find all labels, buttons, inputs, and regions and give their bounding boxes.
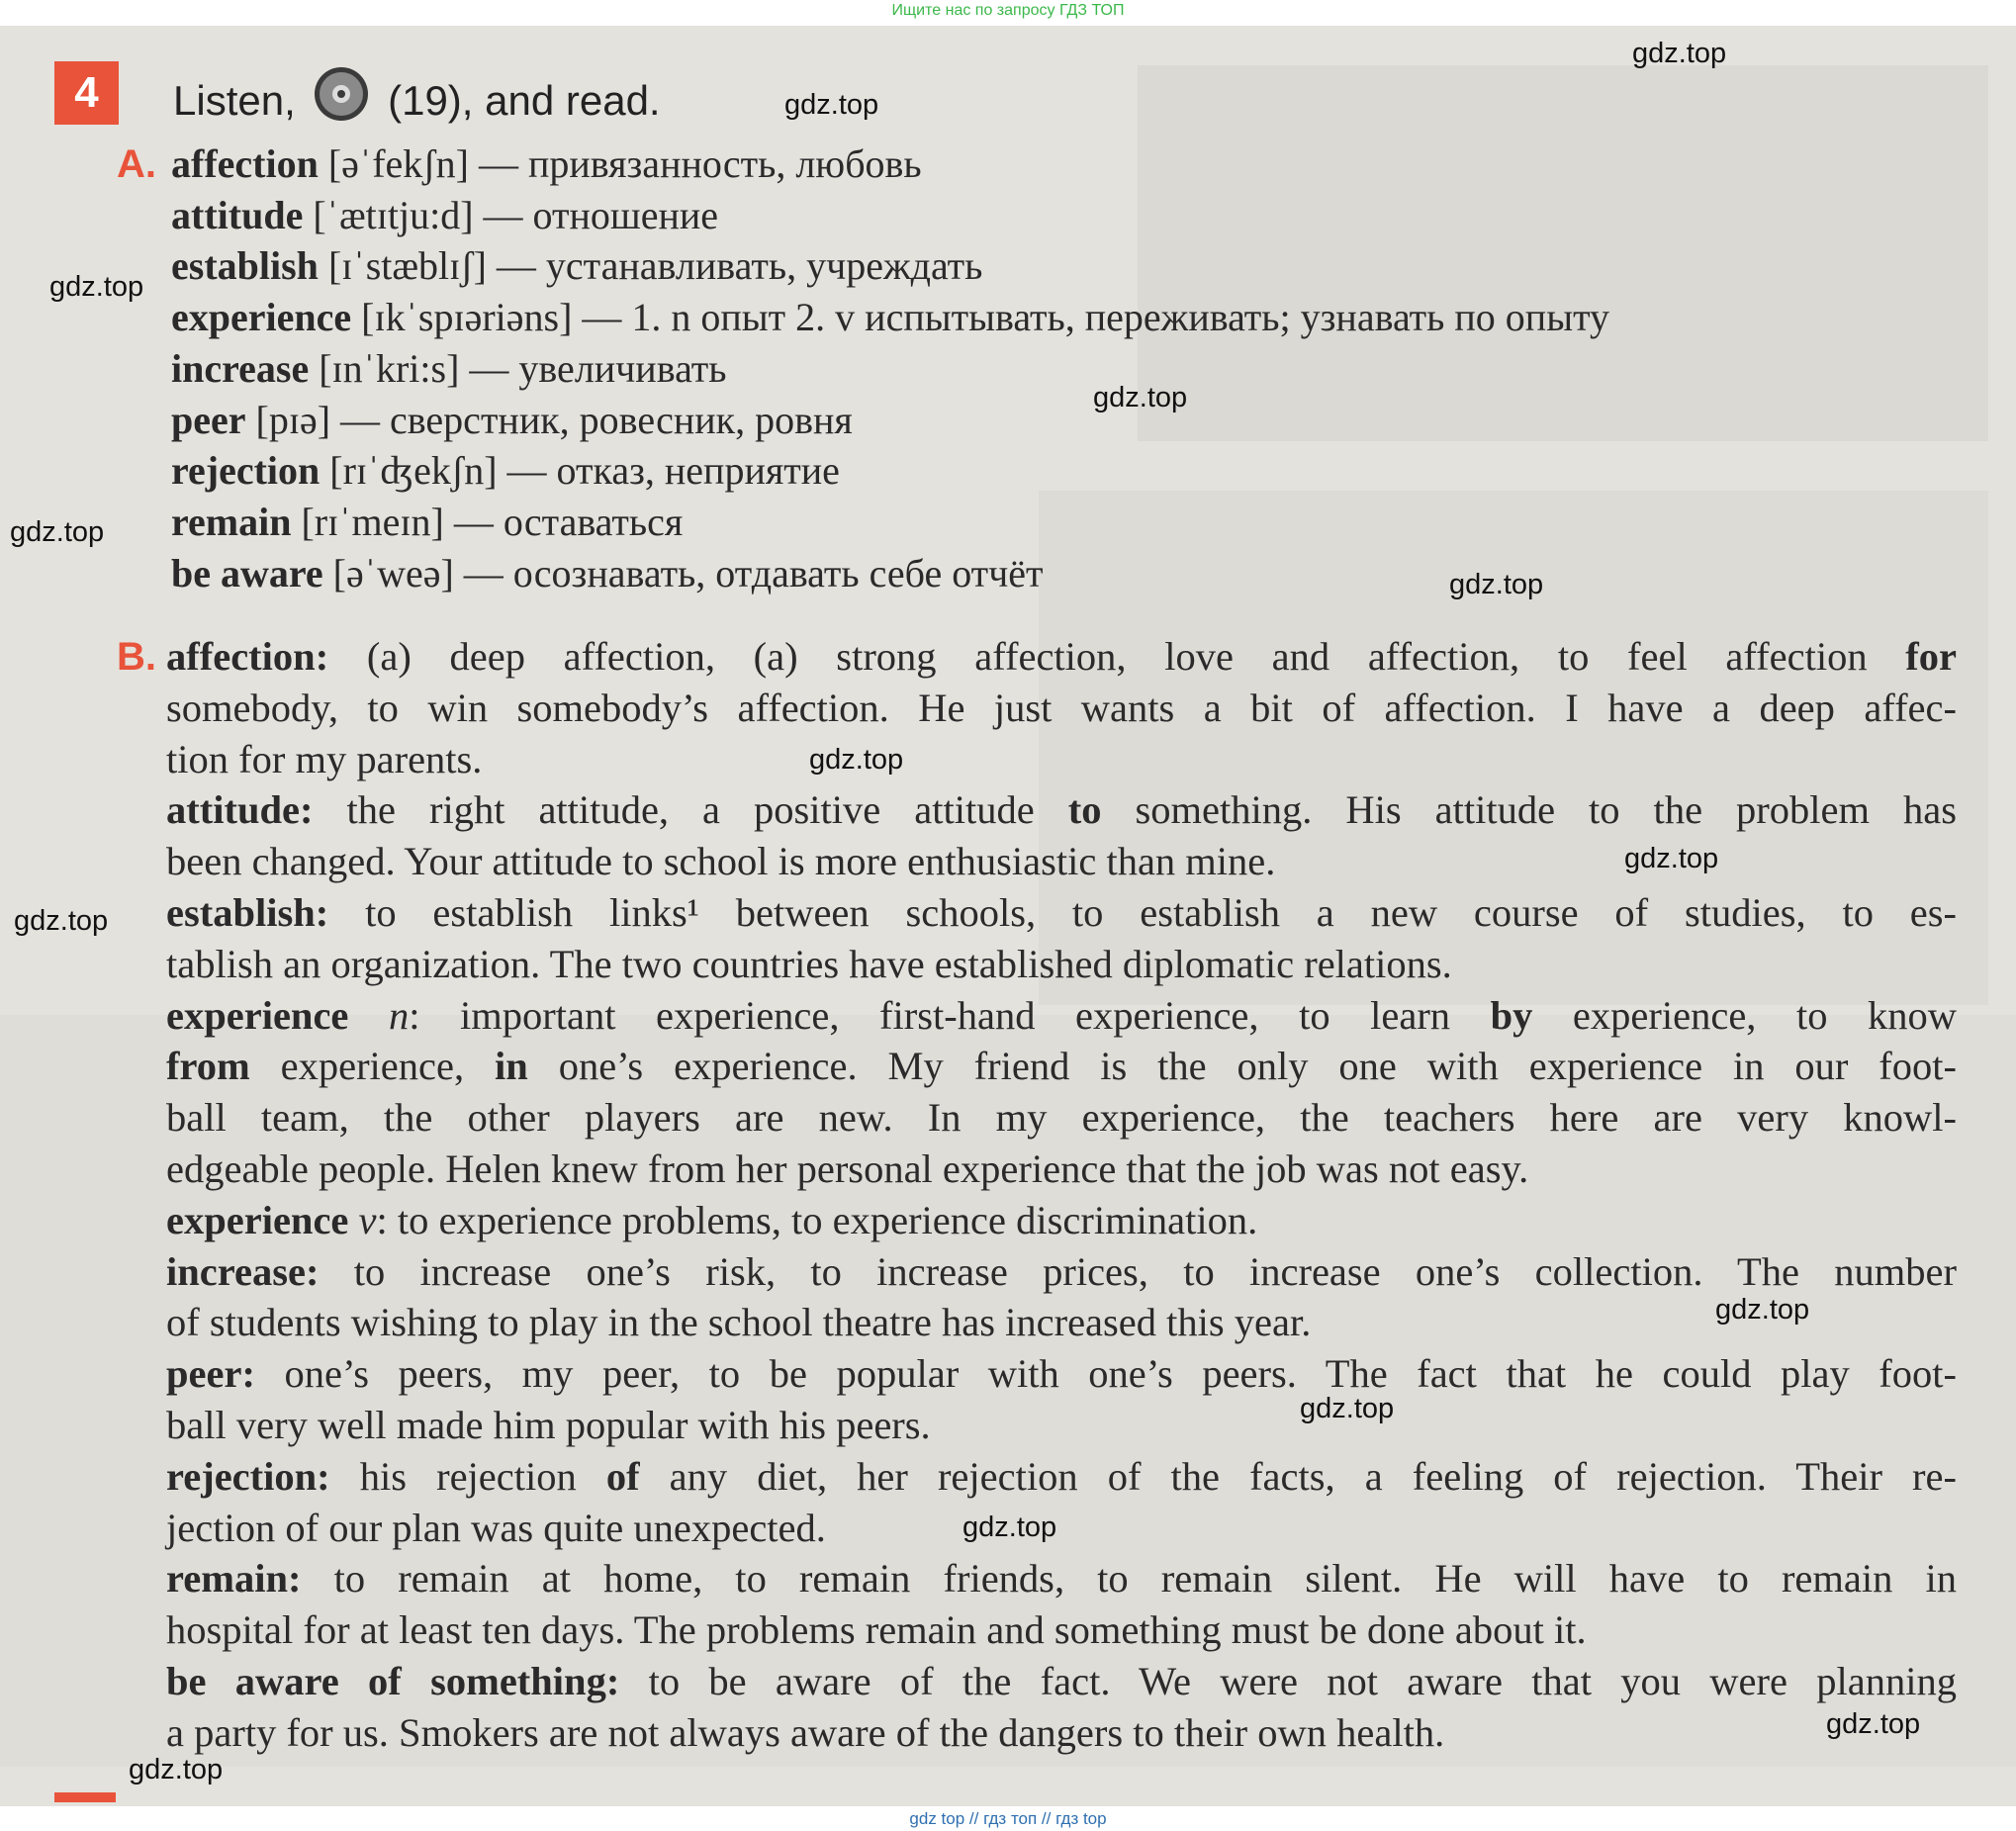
example-headword: increase: xyxy=(166,1248,320,1294)
example-headword: from xyxy=(166,1044,250,1089)
instruction-text-1: Listen, xyxy=(173,77,296,124)
example-text: to increase one’s risk, to increase prices, to increase one’s collection. The number xyxy=(319,1248,1957,1294)
example-text: one’s experience. My friend is the only one with experience in our foot- xyxy=(527,1044,1957,1089)
glossary-definition: [rɪˈʤekʃn] — отказ, неприятие xyxy=(320,448,840,494)
example-text: any diet, her rejection of the facts, a feeling of rejection. Their re- xyxy=(639,1453,1957,1499)
exercise-instruction xyxy=(173,65,661,137)
example-line xyxy=(166,990,1957,1042)
glossary-word: be aware xyxy=(171,550,323,595)
example-line xyxy=(166,734,1957,785)
example-text: (a) deep affection, (a) strong affection, love and affection, to feel affection xyxy=(328,634,1906,679)
glossary-entry xyxy=(171,395,1981,446)
example-line xyxy=(166,784,1957,836)
example-line xyxy=(166,1041,1957,1092)
examples-section xyxy=(166,631,1957,1759)
example-headword: remain: xyxy=(166,1556,302,1602)
glossary-definition: [əˈfekʃn] — привязанность, любовь xyxy=(318,141,922,186)
glossary-word: experience xyxy=(171,295,352,340)
glossary-word: increase xyxy=(171,345,310,391)
glossary-word: attitude xyxy=(171,192,304,237)
glossary-word: rejection xyxy=(171,448,321,494)
part-of-speech: v xyxy=(348,1197,377,1242)
watermark: gdz.top xyxy=(129,1754,224,1785)
page-tab-decor xyxy=(54,1792,116,1802)
glossary-definition: [ɪˈstæblɪʃ] — устанавливать, учреждать xyxy=(318,243,983,289)
example-line xyxy=(166,1348,1957,1400)
example-text: been changed. Your attitude to school is more enthusiastic than mine. xyxy=(166,839,1276,884)
glossary-entry xyxy=(171,138,1981,190)
example-text: : to experience problems, to experience discrimination. xyxy=(376,1197,1258,1242)
example-line xyxy=(166,1604,1957,1656)
example-line xyxy=(166,1656,1957,1707)
example-headword: rejection: xyxy=(166,1453,330,1499)
example-text: a party for us. Smokers are not always aware of the dangers to their own health. xyxy=(166,1709,1445,1755)
section-a-letter: A. xyxy=(117,142,156,186)
watermark: gdz.top xyxy=(1093,382,1188,413)
watermark: gdz.top xyxy=(49,271,144,303)
example-text: one’s peers, my peer, to be popular with one’s peers. The fact that he could play foot- xyxy=(254,1351,1957,1397)
section-b-letter: B. xyxy=(117,635,156,679)
glossary-definition: [rɪˈmeɪn] — оставаться xyxy=(291,499,684,544)
example-headword: experience xyxy=(166,1197,349,1242)
glossary-entry xyxy=(171,190,1981,241)
example-line xyxy=(166,1503,1957,1554)
example-headword: attitude: xyxy=(166,787,314,833)
example-text: hospital for at least ten days. The problems remain and something must be done about it. xyxy=(166,1607,1587,1653)
example-text: tablish an organization. The two countries have established diplomatic relations. xyxy=(166,941,1452,986)
example-text: : important experience, first-hand experience, to learn xyxy=(409,992,1491,1038)
glossary-definition: [pɪə] — сверстник, ровесник, ровня xyxy=(245,397,853,442)
example-line xyxy=(166,683,1957,734)
example-line xyxy=(166,1553,1957,1604)
example-line xyxy=(166,1400,1957,1451)
example-preposition: of xyxy=(605,1453,640,1499)
example-line xyxy=(166,1707,1957,1759)
example-line xyxy=(166,1092,1957,1144)
watermark: gdz.top xyxy=(1715,1294,1810,1326)
watermark: gdz.top xyxy=(784,89,879,121)
example-text: something. His attitude to the problem has xyxy=(1101,787,1957,833)
example-text: somebody, to win somebody’s affection. He just wants a bit of affection. I have a deep affec- xyxy=(166,685,1957,730)
glossary-word: remain xyxy=(171,499,292,544)
example-preposition: to xyxy=(1067,787,1102,833)
glossary-definition: [ɪkˈspɪəriəns] — 1. n опыт 2. v испытывать, переживать; узнавать по опыту xyxy=(351,295,1610,340)
example-text: jection of our plan was quite unexpected. xyxy=(166,1505,826,1550)
example-headword: experience xyxy=(166,992,349,1038)
example-preposition: by xyxy=(1490,992,1533,1038)
example-text: tion for my parents. xyxy=(166,736,483,781)
glossary-definition: [əˈweə] — осознавать, отдавать себе отчёт xyxy=(322,550,1044,595)
glossary-list xyxy=(171,138,1981,598)
example-text: his rejection xyxy=(329,1453,606,1499)
example-text: to be aware of the fact. We were not aware that you were planning xyxy=(619,1658,1958,1703)
example-headword: be aware of something: xyxy=(166,1658,620,1703)
watermark: gdz.top xyxy=(14,905,109,937)
glossary-entry xyxy=(171,445,1981,497)
glossary-definition: [ɪnˈkri:s] — увеличивать xyxy=(309,345,727,391)
example-line xyxy=(166,1451,1957,1503)
glossary-entry xyxy=(171,292,1981,343)
glossary-entry xyxy=(171,240,1981,292)
watermark: gdz.top xyxy=(1300,1393,1395,1424)
glossary-entry xyxy=(171,497,1981,548)
example-line xyxy=(166,939,1957,990)
watermark: gdz.top xyxy=(962,1511,1057,1543)
example-text: to establish links¹ between schools, to establish a new course of studies, to es- xyxy=(328,889,1957,935)
example-text: the right attitude, a positive attitude xyxy=(313,787,1068,833)
example-text: experience, xyxy=(249,1044,496,1089)
cd-icon[interactable] xyxy=(313,65,370,137)
example-line xyxy=(166,1144,1957,1195)
example-line xyxy=(166,887,1957,939)
example-headword: peer: xyxy=(166,1351,255,1397)
glossary-word: affection xyxy=(171,141,319,186)
instruction-text-2: (19), and read. xyxy=(388,77,661,124)
glossary-entry xyxy=(171,548,1981,599)
glossary-word: peer xyxy=(171,397,246,442)
example-line xyxy=(166,1246,1957,1298)
glossary-entry xyxy=(171,343,1981,395)
glossary-definition: [ˈætɪtju:d] — отношение xyxy=(303,192,719,237)
top-banner[interactable]: Ищите нас по запросу ГДЗ ТОП xyxy=(891,2,1125,19)
example-line xyxy=(166,631,1957,683)
watermark: gdz.top xyxy=(10,516,105,548)
part-of-speech: n xyxy=(348,992,410,1038)
example-headword: establish: xyxy=(166,889,329,935)
example-line xyxy=(166,1195,1957,1246)
example-preposition: in xyxy=(495,1044,528,1089)
example-text: edgeable people. Helen knew from her personal experience that the job was not easy. xyxy=(166,1145,1529,1191)
watermark: gdz.top xyxy=(1632,38,1727,69)
example-preposition: for xyxy=(1905,634,1957,679)
watermark: gdz.top xyxy=(1624,843,1719,874)
example-text: ball team, the other players are new. In my experience, the teachers here are very knowl- xyxy=(166,1095,1957,1141)
example-line xyxy=(166,1297,1957,1348)
watermark: gdz.top xyxy=(1449,569,1544,600)
example-text: of students wishing to play in the school theatre has increased this year. xyxy=(166,1300,1312,1345)
watermark: gdz.top xyxy=(809,744,904,776)
glossary-word: establish xyxy=(171,243,319,289)
example-text: ball very well made him popular with his peers. xyxy=(166,1402,931,1447)
example-headword: affection: xyxy=(166,634,329,679)
exercise-number: 4 xyxy=(54,61,119,125)
example-text: experience, to know xyxy=(1532,992,1958,1038)
example-text: to remain at home, to remain friends, to remain silent. He will have to remain in xyxy=(301,1556,1957,1602)
watermark: gdz.top xyxy=(1826,1708,1921,1740)
bottom-banner[interactable]: gdz top // гдз топ // гдз top xyxy=(909,1809,1107,1828)
